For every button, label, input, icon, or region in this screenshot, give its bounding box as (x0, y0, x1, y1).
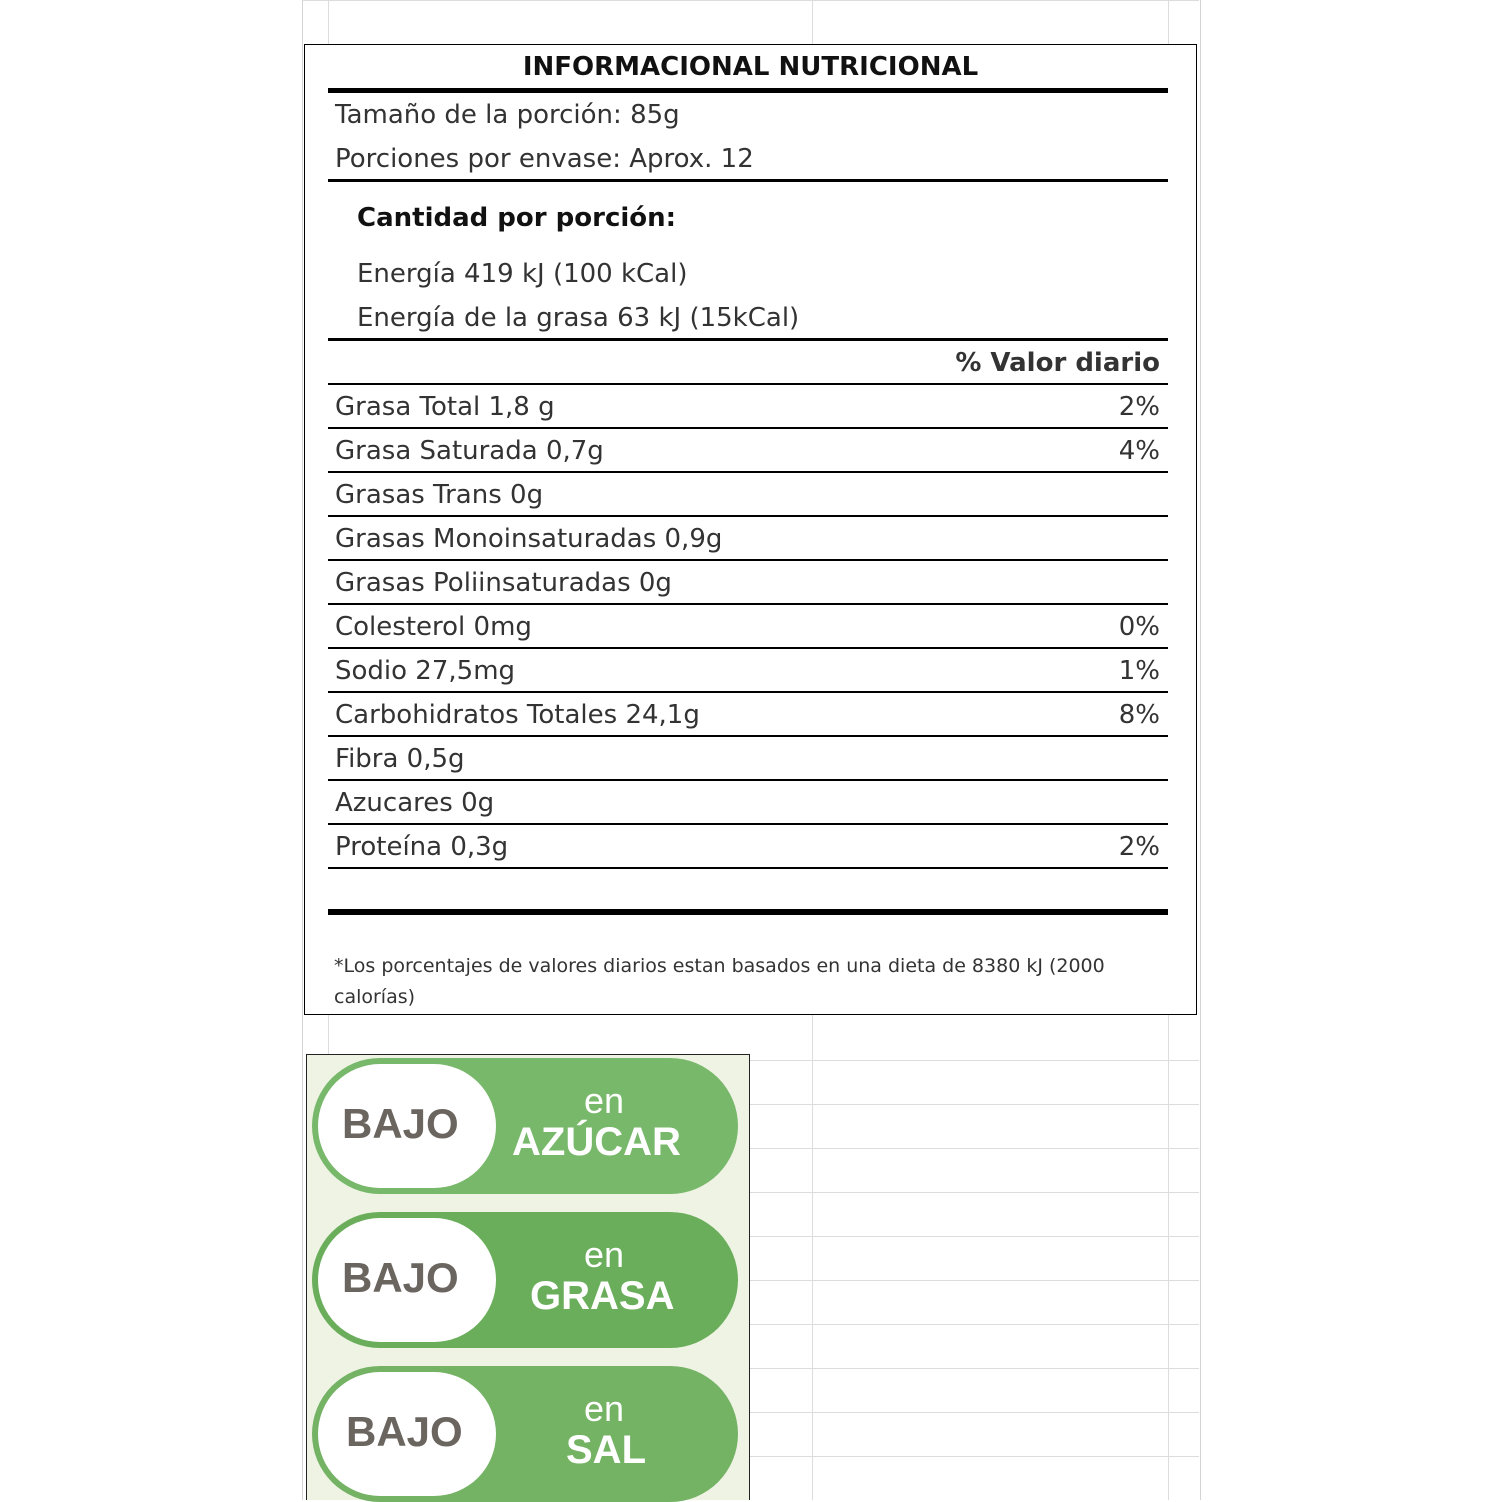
grid-line (750, 1060, 1199, 1061)
row-rule (328, 427, 1168, 429)
energy-from-fat: Energía de la grasa 63 kJ (15kCal) (357, 303, 800, 333)
grid-line (302, 0, 1199, 1)
row-rule (328, 691, 1168, 693)
badge-en-text: en (584, 1080, 625, 1121)
rule (328, 383, 1168, 385)
nutrient-daily-value: 0% (1118, 612, 1160, 642)
badge-en-text: en (584, 1388, 625, 1429)
nutrient-daily-value: 8% (1118, 700, 1160, 730)
row-rule (328, 735, 1168, 737)
nutrient-label: Proteína 0,3g (335, 832, 509, 862)
nutrient-label: Grasa Total 1,8 g (335, 392, 555, 422)
grid-line (750, 1456, 1199, 1457)
badge-low-text: BAJO (342, 1254, 459, 1301)
nutrient-label: Sodio 27,5mg (335, 656, 516, 686)
energy: Energía 419 kJ (100 kCal) (357, 259, 688, 289)
nutrient-label: Grasa Saturada 0,7g (335, 436, 604, 466)
nutrient-label: Grasas Trans 0g (335, 480, 544, 510)
nutrient-label: Azucares 0g (335, 788, 495, 818)
row-rule (328, 559, 1168, 561)
facts-title: INFORMACIONAL NUTRICIONAL (522, 52, 979, 82)
amount-per-serving: Cantidad por porción: (357, 203, 677, 233)
row-rule (328, 471, 1168, 473)
nutrient-label: Colesterol 0mg (335, 612, 532, 642)
nutrient-daily-value: 4% (1118, 436, 1160, 466)
badge-nutrient-text: SAL (566, 1428, 646, 1472)
row-rule (328, 823, 1168, 825)
rule (328, 338, 1168, 341)
footnote-line-2: calorías) (334, 986, 416, 1008)
grid-line (750, 1104, 1199, 1105)
row-rule (328, 779, 1168, 781)
grid-line (750, 1324, 1199, 1325)
thick-rule (328, 909, 1168, 915)
footnote-line-1: *Los porcentajes de valores diarios estan basados en una dieta de 8380 kJ (2000 (334, 955, 1105, 977)
thick-rule (328, 88, 1168, 93)
badge-nutrient-text: AZÚCAR (512, 1120, 681, 1164)
row-rule (328, 515, 1168, 517)
row-rule (328, 647, 1168, 649)
grid-line (750, 1412, 1199, 1413)
grid-line (750, 1236, 1199, 1237)
row-rule (328, 867, 1168, 869)
rule (328, 179, 1168, 182)
grid-line (750, 1192, 1199, 1193)
badge-low-text: BAJO (342, 1100, 459, 1147)
nutrient-daily-value: 1% (1118, 656, 1160, 686)
nutrient-label: Carbohidratos Totales 24,1g (335, 700, 700, 730)
nutrient-label: Grasas Monoinsaturadas 0,9g (335, 524, 723, 554)
nutrient-label: Fibra 0,5g (335, 744, 465, 774)
grid-line (750, 1368, 1199, 1369)
nutrient-daily-value: 2% (1118, 392, 1160, 422)
serving-size: Tamaño de la porción: 85g (335, 100, 680, 130)
nutrient-label: Grasas Poliinsaturadas 0g (335, 568, 672, 598)
badge-low-text: BAJO (346, 1408, 463, 1455)
daily-value-header: % Valor diario (955, 348, 1160, 378)
grid-line (750, 1280, 1199, 1281)
grid-line (750, 1148, 1199, 1149)
badge-en-text: en (584, 1234, 625, 1275)
badge-nutrient-text: GRASA (530, 1274, 675, 1318)
row-rule (328, 603, 1168, 605)
nutrient-daily-value: 2% (1118, 832, 1160, 862)
servings-per-container: Porciones por envase: Aprox. 12 (335, 144, 754, 174)
